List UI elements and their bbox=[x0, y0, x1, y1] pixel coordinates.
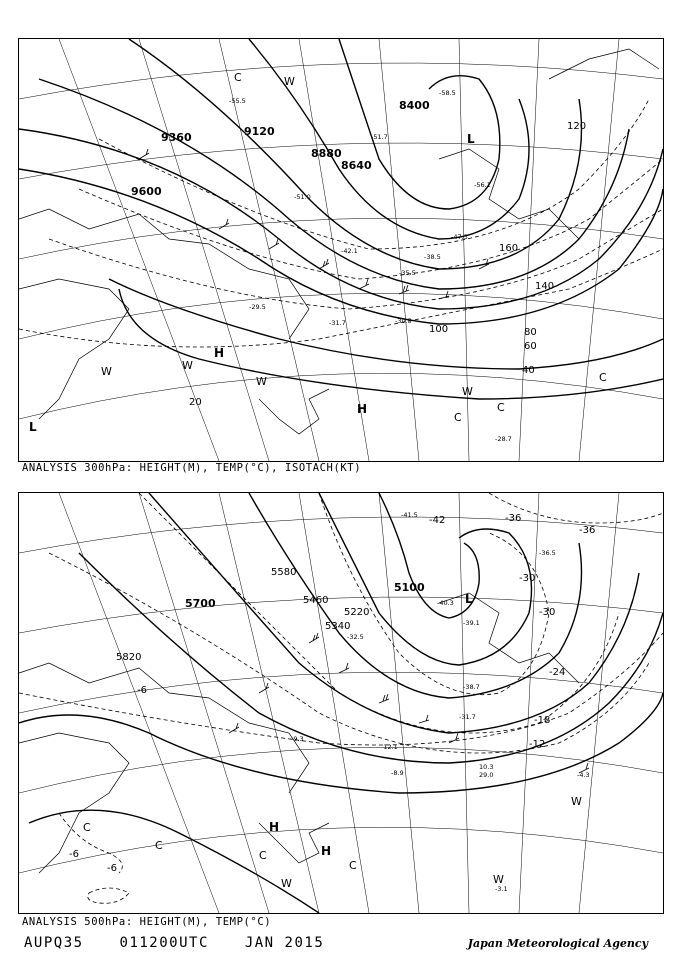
temperature-value: -42.1 bbox=[341, 247, 358, 255]
isotherm-label: -18 bbox=[534, 715, 551, 726]
temperature-value: 10.3 bbox=[479, 763, 494, 771]
warm-center: W bbox=[571, 795, 582, 808]
high-center: H bbox=[214, 346, 225, 360]
cold-center: C bbox=[155, 839, 163, 852]
temperature-value: -31.7 bbox=[329, 319, 346, 327]
height-contours bbox=[19, 493, 663, 913]
coastline bbox=[19, 49, 659, 434]
temperature-value: -9.3 bbox=[291, 735, 304, 743]
warm-center: W bbox=[281, 877, 292, 890]
temperature-value: -3.1 bbox=[495, 885, 508, 893]
temperature-value: -51.7 bbox=[371, 133, 388, 141]
warm-center: W bbox=[284, 75, 295, 88]
isotach-label: 80 bbox=[524, 327, 537, 338]
isotherm-label: -36 bbox=[505, 513, 522, 524]
temperature-value: -58.5 bbox=[439, 89, 456, 97]
temperature-value: -4.3 bbox=[577, 771, 590, 779]
temperature-value: -32.5 bbox=[347, 633, 364, 641]
cold-center: C bbox=[349, 859, 357, 872]
cold-center: C bbox=[234, 71, 242, 84]
low-center: L bbox=[29, 420, 37, 434]
temperature-value: -8.9 bbox=[391, 769, 404, 777]
high-center: H bbox=[269, 820, 280, 834]
warm-center: W bbox=[182, 359, 193, 372]
isotach-label: 120 bbox=[567, 121, 587, 132]
isotherm-label: -6 bbox=[69, 849, 79, 860]
isotach-label: 160 bbox=[499, 243, 519, 254]
isotherm-label: -36 bbox=[579, 525, 596, 536]
low-center: L bbox=[465, 592, 473, 606]
isotach-label: 60 bbox=[524, 341, 537, 352]
high-center: H bbox=[357, 402, 368, 416]
temperature-value: -55.5 bbox=[229, 97, 246, 105]
temperature-value: -38.5 bbox=[424, 253, 441, 261]
height-label: 9120 bbox=[244, 125, 275, 138]
warm-center: W bbox=[101, 365, 112, 378]
isotherm-label: -30 bbox=[519, 573, 536, 584]
wind-barbs bbox=[229, 633, 589, 773]
low-center: L bbox=[467, 132, 475, 146]
temperature-value: -41.5 bbox=[401, 511, 418, 519]
cold-center: C bbox=[83, 821, 91, 834]
temperature-value: -35.5 bbox=[399, 269, 416, 277]
graticule bbox=[19, 493, 663, 913]
height-label: 5700 bbox=[185, 597, 216, 610]
isotherms bbox=[19, 493, 663, 903]
caption-300hpa: ANALYSIS 300hPa: HEIGHT(M), TEMP(°C), ISOTACH(KT) bbox=[22, 462, 362, 474]
isotherm-label: -12 bbox=[529, 739, 546, 750]
temperature-value: -38.7 bbox=[463, 683, 480, 691]
temperature-value: -40.3 bbox=[437, 599, 454, 607]
cold-center: C bbox=[497, 401, 505, 414]
cold-center: C bbox=[454, 411, 462, 424]
map-300hpa bbox=[18, 38, 664, 462]
chart-date: JAN 2015 bbox=[244, 935, 325, 951]
temperature-value: 29.0 bbox=[479, 771, 494, 779]
height-label: 5100 bbox=[394, 581, 425, 594]
warm-center: W bbox=[256, 375, 267, 388]
map-500hpa bbox=[18, 492, 664, 914]
agency-name: Japan Meteorological Agency bbox=[467, 937, 648, 950]
temperature-value: -51.0 bbox=[294, 193, 311, 201]
height-label: 9360 bbox=[161, 131, 192, 144]
isotherm-label: -6 bbox=[107, 863, 117, 874]
height-label: 5580 bbox=[271, 567, 297, 578]
wind-barbs bbox=[139, 149, 489, 299]
map-500hpa-svg bbox=[19, 493, 663, 913]
temperature-value: -36.5 bbox=[539, 549, 556, 557]
isotherm-label: -6 bbox=[137, 685, 147, 696]
valid-time: 011200UTC bbox=[119, 935, 209, 951]
height-label: 5460 bbox=[303, 595, 329, 606]
isotherm-label: -42 bbox=[429, 515, 446, 526]
isotachs bbox=[19, 99, 663, 347]
temperature-value: -47.3 bbox=[451, 233, 468, 241]
map-300hpa-svg bbox=[19, 39, 663, 461]
temperature-value: -31.7 bbox=[459, 713, 476, 721]
isotherm-label: -30 bbox=[539, 607, 556, 618]
isotach-label: 40 bbox=[522, 365, 535, 376]
temperature-value: -12.1 bbox=[381, 743, 398, 751]
height-label: 5340 bbox=[325, 621, 351, 632]
temperature-value: -56.1 bbox=[474, 181, 491, 189]
warm-center: W bbox=[493, 873, 504, 886]
chart-identifier bbox=[24, 935, 350, 951]
isotach-label: 100 bbox=[429, 324, 449, 335]
cold-center: C bbox=[259, 849, 267, 862]
height-label: 8640 bbox=[341, 159, 372, 172]
temperature-value: -30.3 bbox=[395, 317, 412, 325]
temperature-value: -28.7 bbox=[495, 435, 512, 443]
high-center: H bbox=[321, 844, 332, 858]
temperature-value: -39.1 bbox=[463, 619, 480, 627]
temperature-value: -29.5 bbox=[249, 303, 266, 311]
isotherm-label: -24 bbox=[549, 667, 566, 678]
warm-center: W bbox=[462, 385, 473, 398]
product-id: AUPQ35 bbox=[24, 935, 84, 951]
caption-500hpa: ANALYSIS 500hPa: HEIGHT(M), TEMP(°C) bbox=[22, 916, 272, 928]
height-label: 5820 bbox=[116, 652, 142, 663]
cold-center: C bbox=[599, 371, 607, 384]
height-label: 8880 bbox=[311, 147, 342, 160]
isotach-label: 140 bbox=[535, 281, 555, 292]
height-label: 9600 bbox=[131, 185, 162, 198]
isotach-label: 20 bbox=[189, 397, 202, 408]
height-label: 8400 bbox=[399, 99, 430, 112]
height-label: 5220 bbox=[344, 607, 370, 618]
